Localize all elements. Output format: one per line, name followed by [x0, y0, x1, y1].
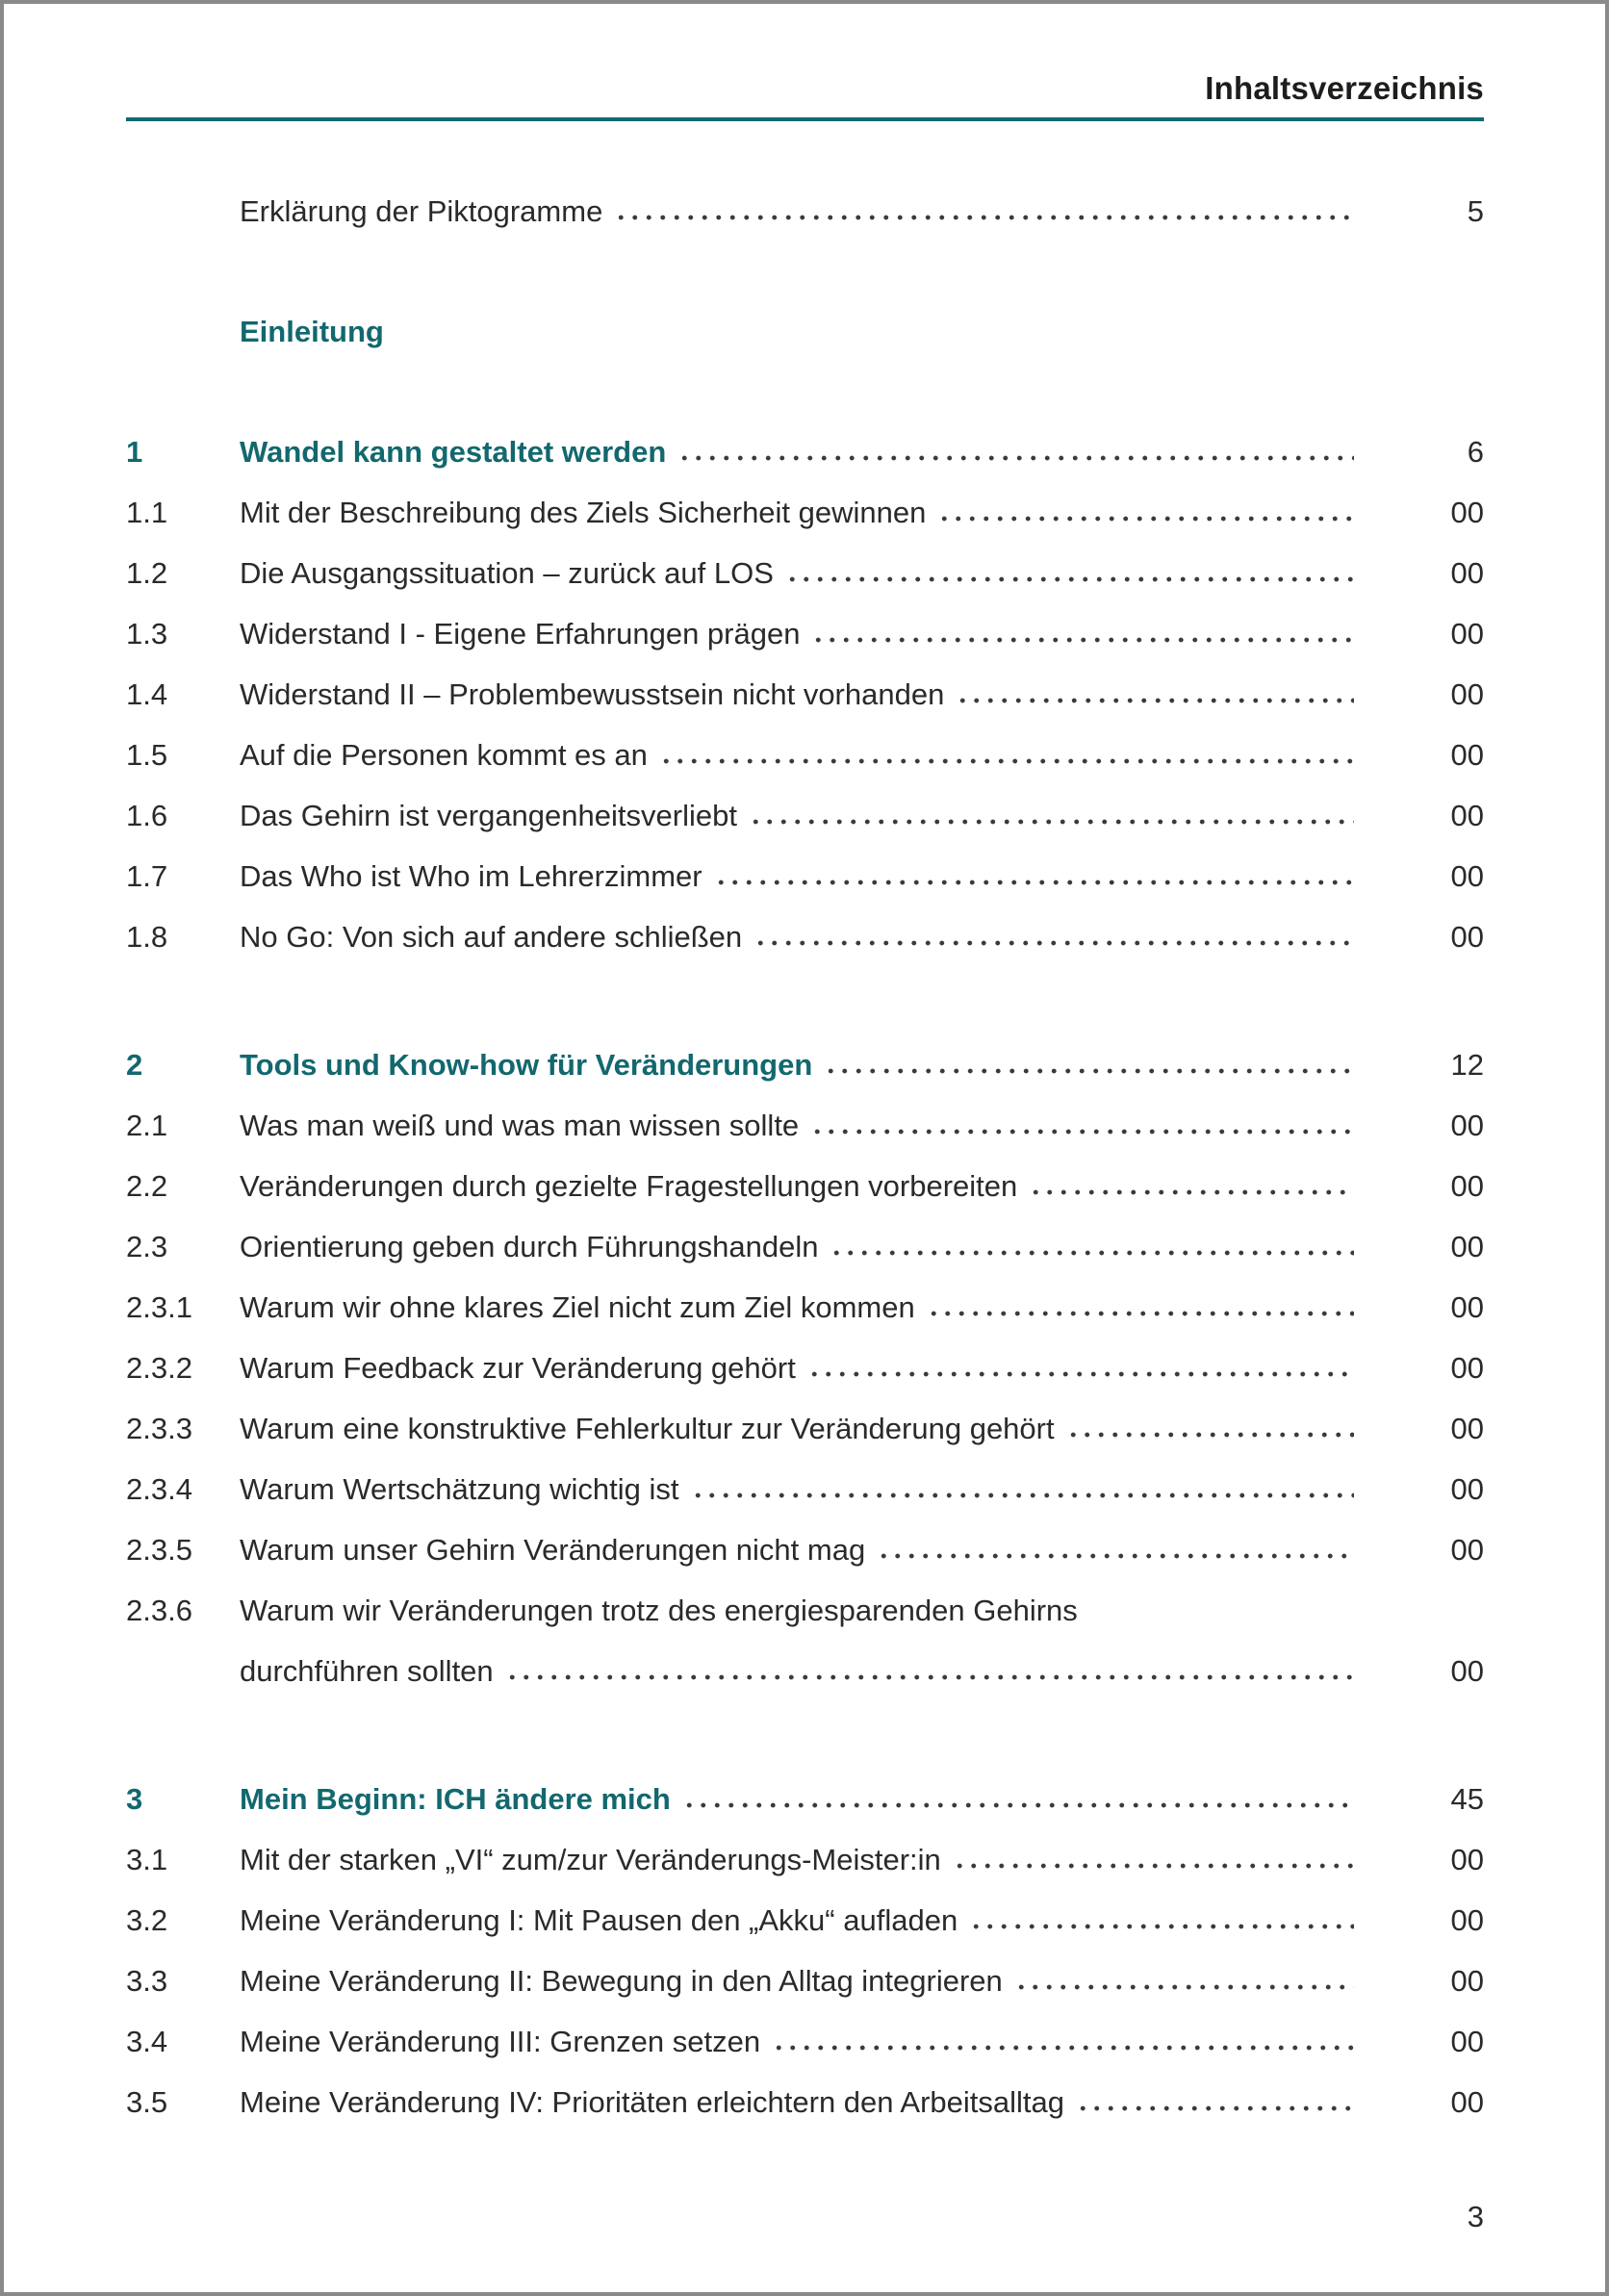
- toc-page-number: 00: [1450, 1289, 1484, 1324]
- dot-leader: [659, 740, 1354, 770]
- toc-page-number: 12: [1450, 1047, 1484, 1082]
- toc-entry-title: Warum unser Gehirn Veränderungen nicht mag: [240, 1532, 866, 1567]
- toc-entry-number: 2.2: [126, 1168, 168, 1203]
- toc-entry-row: [126, 725, 1484, 785]
- toc-page-number: 00: [1450, 1963, 1484, 1998]
- toc-entry-title: Mit der starken „VI“ zum/zur Veränderungs-Meister:in: [240, 1842, 941, 1876]
- toc-entry-title: Meine Veränderung IV: Prioritäten erleichtern den Arbeitsalltag: [240, 2084, 1065, 2119]
- toc-page-number: 6: [1467, 434, 1484, 469]
- toc-entry-title: Warum Wertschätzung wichtig ist: [240, 1471, 679, 1506]
- toc-page-number: 45: [1450, 1781, 1484, 1816]
- toc-entry-number: 2.3.3: [126, 1411, 192, 1445]
- toc-entry-number: 1.7: [126, 858, 168, 893]
- toc-entry-number: 2.3.6: [126, 1593, 192, 1627]
- toc-entry-row: [126, 1519, 1484, 1580]
- toc-page-number: 00: [1450, 1168, 1484, 1203]
- toc-entry-row: [126, 1580, 1484, 1701]
- dot-leader: [682, 1784, 1354, 1814]
- header-rule: [126, 117, 1484, 121]
- toc-entry-number: 2.3: [126, 1229, 168, 1263]
- dot-leader: [811, 619, 1354, 649]
- dot-leader: [1076, 2087, 1354, 2117]
- dot-leader: [691, 1474, 1354, 1504]
- toc-entry-title: Das Gehirn ist vergangenheitsverliebt: [240, 798, 737, 832]
- toc-page-number: 00: [1450, 555, 1484, 590]
- toc-entry-title: No Go: Von sich auf andere schließen: [240, 919, 743, 954]
- toc-entry-row: [126, 1890, 1484, 1951]
- toc-entry-row: [126, 1216, 1484, 1277]
- toc-page-number: 00: [1450, 1471, 1484, 1506]
- toc-entry-row: [126, 181, 1484, 242]
- dot-leader: [969, 1905, 1354, 1935]
- toc-page-number: 5: [1467, 193, 1484, 228]
- toc-entry-row: [126, 1277, 1484, 1338]
- dot-leader: [877, 1535, 1354, 1565]
- toc-page-number: 00: [1450, 1229, 1484, 1263]
- toc-page-number: 00: [1450, 858, 1484, 893]
- toc-entry-title: Auf die Personen kommt es an: [240, 737, 648, 772]
- dot-leader: [1029, 1171, 1354, 1201]
- toc-page-number: 00: [1450, 676, 1484, 711]
- toc-page-number: 00: [1450, 1842, 1484, 1876]
- dot-leader: [614, 196, 1354, 226]
- toc-entry-number: 1.8: [126, 919, 168, 954]
- toc-entry-number: 3.1: [126, 1842, 168, 1876]
- toc-page-number: 00: [1450, 1411, 1484, 1445]
- toc-entry-row: [126, 543, 1484, 603]
- toc-entry-row: [126, 1156, 1484, 1216]
- toc-page-number: 00: [1450, 1653, 1484, 1688]
- toc-entry-row: [126, 2011, 1484, 2072]
- toc-entry-number: 1.5: [126, 737, 168, 772]
- dot-leader: [937, 497, 1354, 527]
- toc-entry-title: Meine Veränderung III: Grenzen setzen: [240, 2024, 761, 2058]
- toc-entry-title: Warum eine konstruktive Fehlerkultur zur Veränderung gehört: [240, 1411, 1055, 1445]
- toc-page-number: 00: [1450, 1350, 1484, 1385]
- toc-entry-row: [126, 1459, 1484, 1519]
- toc-entry-row: [126, 846, 1484, 906]
- toc-entry-row: [126, 1095, 1484, 1156]
- dot-leader: [772, 2027, 1354, 2056]
- toc-entry-row: [126, 664, 1484, 725]
- toc-entry-title: Warum wir ohne klares Ziel nicht zum Ziel kommen: [240, 1289, 915, 1324]
- toc-entry-number: 1.3: [126, 616, 168, 651]
- toc-chapter-row: [126, 1034, 1484, 1095]
- toc-entry-title: Was man weiß und was man wissen sollte: [240, 1108, 800, 1142]
- toc-entry-title: Warum wir Veränderungen trotz des energiesparenden Gehirns: [240, 1593, 1078, 1627]
- dot-leader: [807, 1353, 1354, 1383]
- toc-entry-title: Widerstand II – Problembewusstsein nicht vorhanden: [240, 676, 945, 711]
- toc-rows: [126, 181, 1484, 2132]
- toc-entry-line-1: [126, 1580, 1484, 1641]
- toc-entry-title: Erklärung der Piktogramme: [240, 193, 603, 228]
- toc-entry-row: [126, 603, 1484, 664]
- toc-entry-number: 2.3.4: [126, 1471, 192, 1506]
- toc-page-number: 00: [1450, 919, 1484, 954]
- dot-leader: [1066, 1414, 1354, 1443]
- toc-entry-number: 1.6: [126, 798, 168, 832]
- dot-leader: [810, 1110, 1354, 1140]
- dot-leader: [830, 1232, 1354, 1262]
- toc-page-number: 00: [1450, 2024, 1484, 2058]
- toc-chapter-title: Wandel kann gestaltet werden: [240, 434, 667, 469]
- toc-entry-row: [126, 1829, 1484, 1890]
- toc-chapter-number: 2: [126, 1047, 143, 1082]
- dot-leader: [749, 801, 1354, 830]
- toc-entry-number: 1.1: [126, 495, 168, 529]
- toc-entry-row: [126, 1951, 1484, 2011]
- toc-chapter-row: [126, 1769, 1484, 1829]
- footer-page-number: 3: [1467, 2199, 1484, 2233]
- toc-entry-number: 3.2: [126, 1902, 168, 1937]
- toc-entry-number: 3.3: [126, 1963, 168, 1998]
- toc-entry-title: Warum Feedback zur Veränderung gehört: [240, 1350, 796, 1385]
- toc-entry-number: 2.1: [126, 1108, 168, 1142]
- toc-page-number: 00: [1450, 1532, 1484, 1567]
- toc-section-heading: [126, 301, 1484, 362]
- toc-entry-row: [126, 1398, 1484, 1459]
- toc-page-number: 00: [1450, 616, 1484, 651]
- toc-page-number: 00: [1450, 2084, 1484, 2119]
- dot-leader: [956, 679, 1354, 709]
- toc-entry-number: 1.2: [126, 555, 168, 590]
- toc-page-number: 00: [1450, 798, 1484, 832]
- toc-entry-title-continued: durchführen sollten: [240, 1653, 494, 1688]
- toc-chapter-row: [126, 421, 1484, 482]
- toc-chapter-number: 1: [126, 434, 143, 469]
- toc-entry-row: [126, 2072, 1484, 2132]
- toc-entry-number: 3.4: [126, 2024, 168, 2058]
- toc-entry-number: 1.4: [126, 676, 168, 711]
- toc-entry-row: [126, 482, 1484, 543]
- toc-chapter-title: Mein Beginn: ICH ändere mich: [240, 1781, 671, 1816]
- toc-entry-number: 2.3.2: [126, 1350, 192, 1385]
- page-header-title: Inhaltsverzeichnis: [1205, 70, 1484, 106]
- dot-leader: [785, 558, 1354, 588]
- toc-section-heading-label: Einleitung: [240, 314, 384, 348]
- toc-entry-line-2: [126, 1641, 1484, 1701]
- toc-entry-title: Meine Veränderung II: Bewegung in den Alltag integrieren: [240, 1963, 1003, 1998]
- toc-entry-number: 2.3.1: [126, 1289, 192, 1324]
- toc-chapter-number: 3: [126, 1781, 143, 1816]
- dot-leader: [677, 437, 1354, 467]
- dot-leader: [714, 861, 1354, 891]
- toc-entry-title: Mit der Beschreibung des Ziels Sicherheit gewinnen: [240, 495, 927, 529]
- toc-entry-row: [126, 906, 1484, 967]
- toc-entry-title: Die Ausgangssituation – zurück auf LOS: [240, 555, 774, 590]
- toc-entry-title: Widerstand I - Eigene Erfahrungen prägen: [240, 616, 801, 651]
- toc-entry-row: [126, 785, 1484, 846]
- dot-leader: [505, 1656, 1354, 1686]
- toc-page-number: 00: [1450, 495, 1484, 529]
- dot-leader: [953, 1845, 1354, 1875]
- dot-leader: [927, 1292, 1354, 1322]
- toc-page-number: 00: [1450, 1108, 1484, 1142]
- toc-entry-number: 2.3.5: [126, 1532, 192, 1567]
- toc-entry-row: [126, 1338, 1484, 1398]
- dot-leader: [1014, 1966, 1354, 1996]
- toc-entry-title: Das Who ist Who im Lehrerzimmer: [240, 858, 702, 893]
- toc-entry-title: Meine Veränderung I: Mit Pausen den „Akku“ aufladen: [240, 1902, 958, 1937]
- toc-entry-title: Veränderungen durch gezielte Fragestellungen vorbereiten: [240, 1168, 1018, 1203]
- dot-leader: [753, 922, 1354, 952]
- toc-page-number: 00: [1450, 1902, 1484, 1937]
- toc-entry-title: Orientierung geben durch Führungshandeln: [240, 1229, 819, 1263]
- dot-leader: [824, 1050, 1354, 1080]
- toc-page-number: 00: [1450, 737, 1484, 772]
- toc-chapter-title: Tools und Know-how für Veränderungen: [240, 1047, 813, 1082]
- toc-entry-number: 3.5: [126, 2084, 168, 2119]
